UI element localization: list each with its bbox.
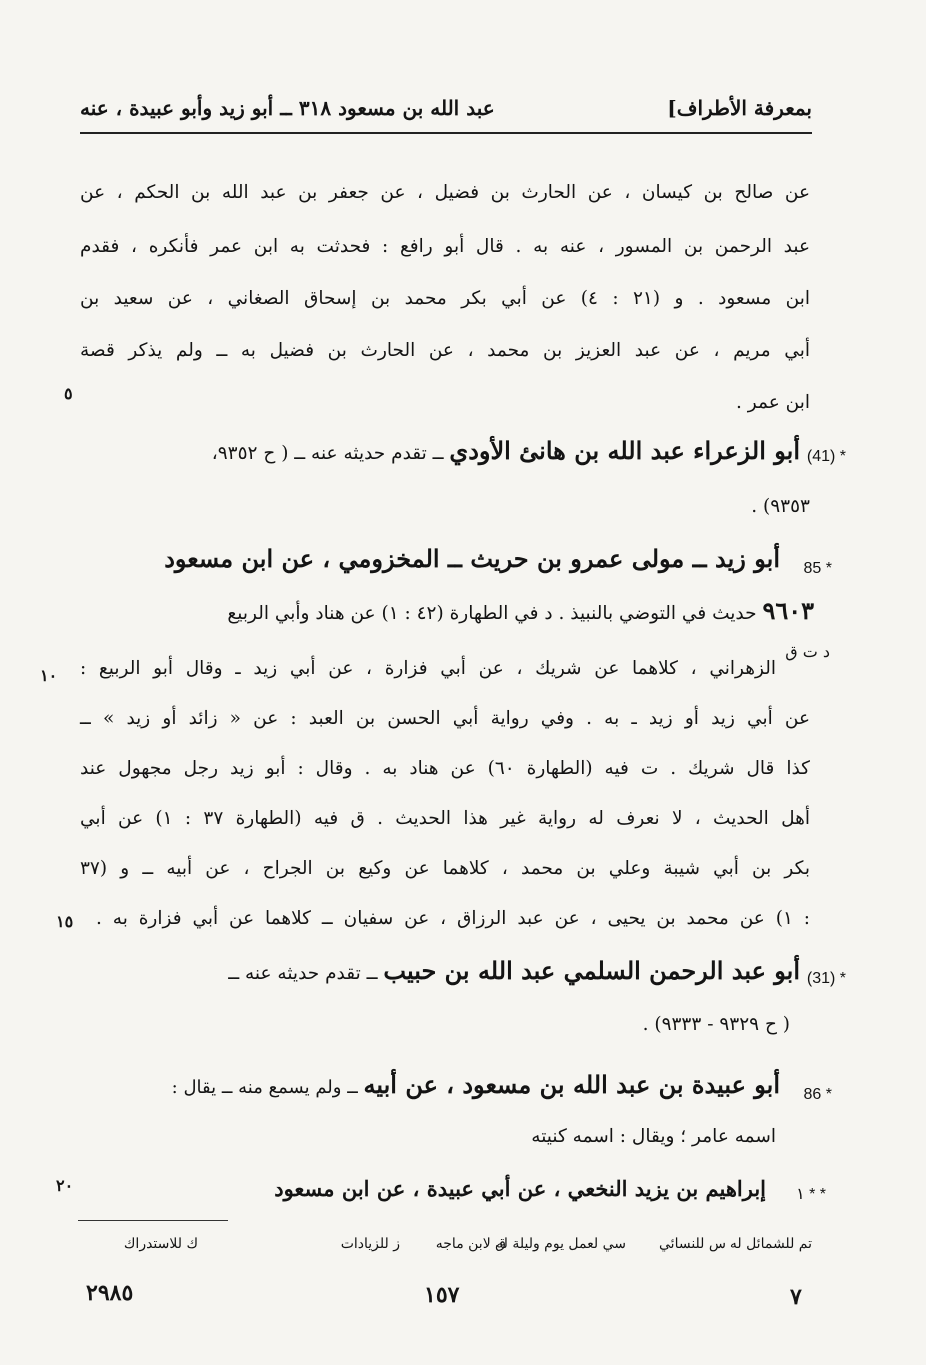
entry-note: ــ ولم يسمع منه ــ يقال :	[171, 1077, 358, 1098]
header-left-title: عبد الله بن مسعود ٣١٨ ــ أبو زيد وأبو عبيدة ، عنه	[80, 96, 495, 120]
sigla-item: ق لابن ماجه	[435, 1236, 506, 1252]
sigla-item: سي لعمل يوم وليلة له	[496, 1236, 626, 1252]
hadith-sigla: د ت ق	[785, 642, 830, 661]
body-line: بكر بن أبي شيبة وعلي بن محمد ، كلاهما عن وكيع بن الجراح ، عن أبيه ــ و (٣٧	[80, 858, 810, 879]
entry-31	[80, 956, 800, 985]
entry-number: ١ * *	[796, 1186, 826, 1203]
running-header	[80, 96, 812, 134]
header-right-title: بمعرفة الأطراف]	[667, 96, 812, 120]
page-number: ١٥٧	[424, 1282, 460, 1308]
body-line: ابن مسعود . و (٢١ : ٤) عن أبي بكر محمد بن إسحاق الصغاني ، عن سعيد بن	[80, 288, 810, 309]
entry-title: أبو زيد ــ مولى عمرو بن حريث ــ المخزومي ، عن ابن مسعود	[164, 544, 780, 573]
sigla-item: ز للزيادات	[340, 1236, 400, 1252]
entry-note-cont: اسمه عامر ؛ ويقال : اسمه كنيته	[531, 1126, 776, 1147]
footer-number-left: ٢٩٨٥	[86, 1280, 134, 1306]
entry-note: ــ تقدم حديثه عنه ــ ( ح ٩٣٥٢،	[211, 443, 444, 464]
entry-number: (41) *	[806, 448, 846, 465]
entry-title: إبراهيم بن يزيد النخعي ، عن أبي عبيدة ، عن ابن مسعود	[274, 1176, 766, 1201]
footnote-rule	[78, 1220, 228, 1221]
entry-number: 86 *	[803, 1086, 832, 1103]
entry-number: (31) *	[806, 970, 846, 987]
entry-86	[80, 1070, 780, 1099]
footer-number-right: ٧	[790, 1284, 802, 1310]
margin-line-number: ٢٠	[56, 1176, 74, 1195]
hadith-text: حديث في التوضي بالنبيذ . د في الطهارة (٤٢ : ١) عن هناد وأبي الربيع	[227, 603, 757, 624]
entry-title: أبو الزعراء عبد الله بن هانئ الأودي	[449, 436, 800, 465]
body-line: عبد الرحمن بن المسور ، عنه به . قال أبو رافع : فحدثت به ابن عمر فأنكره ، فقدم	[80, 236, 810, 257]
margin-line-number: ١٥	[56, 912, 74, 931]
body-line: : ١) عن محمد بن يحيى ، عن عبد الرزاق ، عن سفيان ــ كلاهما عن أبي فزارة به .	[96, 908, 810, 929]
body-line: كذا قال شريك . ت فيه (الطهارة ٦٠) عن هناد به . وقال : أبو زيد رجل مجهول عند	[80, 758, 810, 779]
body-line: ابن عمر .	[736, 392, 810, 413]
hadith-number: ٩٦٠٣	[762, 596, 814, 625]
entry-note: ــ تقدم حديثه عنه ــ	[228, 963, 378, 984]
entry-title: أبو عبد الرحمن السلمي عبد الله بن حبيب	[383, 956, 800, 985]
body-line: الزهراني ، كلاهما عن شريك ، عن أبي فزارة ، عن أبي زيد ـ وقال أبو الربيع :	[80, 658, 776, 679]
sigla-item: س للنسائي	[659, 1236, 726, 1252]
sigla-item: ك للاستدراك	[123, 1236, 198, 1252]
body-line: أهل الحديث ، لا نعرف له رواية غير هذا الحديث . ق فيه (الطهارة ٣٧ : ١) عن أبي	[80, 808, 810, 829]
body-line: أبي مريم ، عن عبد العزيز بن محمد ، عن الحارث بن فضيل به ــ ولم يذكر قصة	[80, 340, 810, 361]
entry-title: أبو عبيدة بن عبد الله بن مسعود ، عن أبيه	[363, 1070, 780, 1099]
entry-note-cont: ( ح ٩٣٢٩ - ٩٣٣٣) .	[642, 1014, 790, 1035]
entry-number: 85 *	[803, 560, 832, 577]
body-line: عن صالح بن كيسان ، عن الحارث بن فضيل ، عن جعفر بن عبد الله بن الحكم ، عن	[80, 182, 810, 203]
sigla-item: تم للشمائل له	[729, 1236, 812, 1252]
margin-line-number: ١٠	[40, 666, 58, 685]
hadith-first-line	[80, 596, 814, 625]
body-line: عن أبي زيد أو زيد ـ به . وفي رواية أبي الحسن بن العبد : عن « زائد أو زيد » ــ	[80, 708, 810, 729]
margin-line-number: ٥	[64, 384, 73, 403]
entry-41	[80, 436, 800, 465]
entry-note-cont: ٩٣٥٣) .	[751, 496, 810, 517]
